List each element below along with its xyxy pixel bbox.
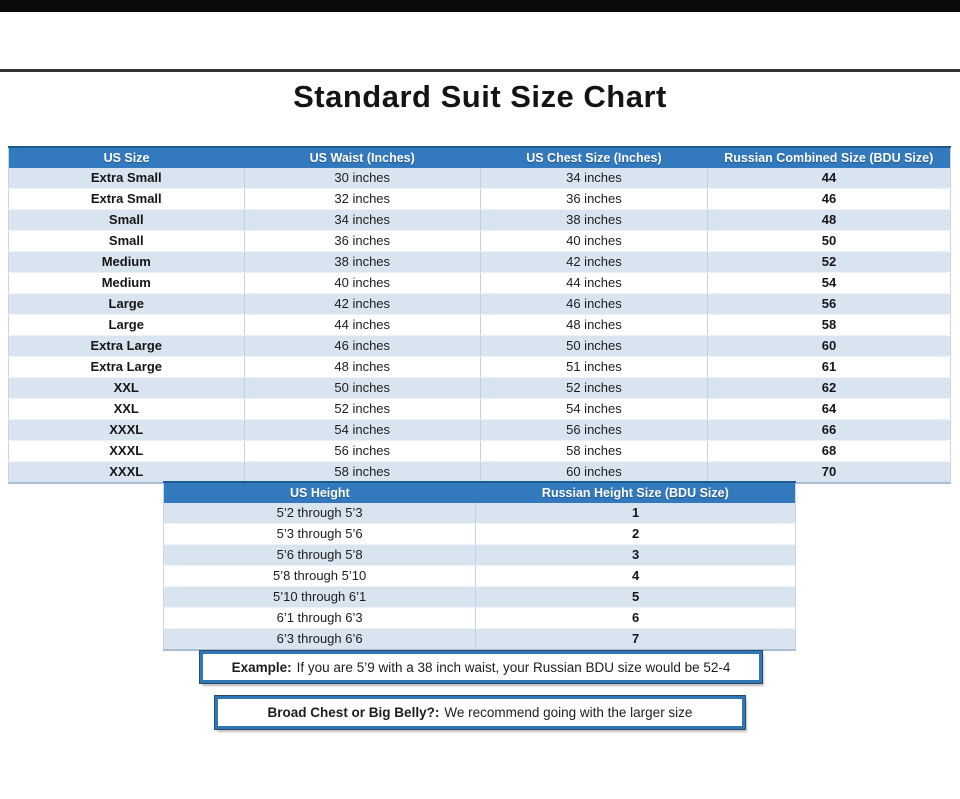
table-cell: 46 inches	[480, 294, 707, 315]
table-cell: Small	[9, 231, 245, 252]
table-cell: 48	[707, 210, 950, 231]
column-header: US Chest Size (Inches)	[480, 147, 707, 168]
table-cell: XXXL	[9, 441, 245, 462]
table-cell: 68	[707, 441, 950, 462]
table-cell: 38 inches	[480, 210, 707, 231]
column-header: Russian Height Size (BDU Size)	[476, 482, 796, 503]
table-cell: 52 inches	[480, 378, 707, 399]
table-row	[9, 231, 951, 252]
table-row	[9, 399, 951, 420]
table-cell: 4	[476, 566, 796, 587]
table-header-row	[164, 482, 796, 503]
table-cell: 54 inches	[480, 399, 707, 420]
table-cell: 5’3 through 5’6	[164, 524, 476, 545]
table-cell: XXL	[9, 399, 245, 420]
table-cell: 44 inches	[480, 273, 707, 294]
table-cell: 56 inches	[244, 441, 480, 462]
fit-advice-note-label: Broad Chest or Big Belly?:	[267, 705, 440, 720]
table-row	[9, 378, 951, 399]
table-cell: 36 inches	[480, 189, 707, 210]
height-size-table	[163, 481, 796, 651]
table-cell: Extra Large	[9, 336, 245, 357]
example-note-label: Example:	[231, 659, 292, 675]
table-cell: 52	[707, 252, 950, 273]
table-row	[164, 545, 796, 566]
table-cell: 58	[707, 315, 950, 336]
table-row	[9, 462, 951, 484]
table-cell: 54 inches	[244, 420, 480, 441]
table-cell: 58 inches	[244, 462, 480, 484]
column-header: US Height	[164, 482, 476, 503]
table-cell: 2	[476, 524, 796, 545]
table-cell: Medium	[9, 273, 245, 294]
table-cell: 5’10 through 6’1	[164, 587, 476, 608]
fit-advice-note-box	[215, 696, 745, 729]
table-cell: Medium	[9, 252, 245, 273]
table-row	[9, 294, 951, 315]
table-cell: 38 inches	[244, 252, 480, 273]
table-cell: 48 inches	[244, 357, 480, 378]
table-cell: 56	[707, 294, 950, 315]
table-cell: 50 inches	[244, 378, 480, 399]
table-cell: 50 inches	[480, 336, 707, 357]
table-cell: 40 inches	[244, 273, 480, 294]
example-note-box	[200, 651, 762, 683]
table-cell: 54	[707, 273, 950, 294]
table-row	[9, 210, 951, 231]
table-cell: 5’6 through 5’8	[164, 545, 476, 566]
table-cell: 70	[707, 462, 950, 484]
table-row	[9, 357, 951, 378]
table-cell: Large	[9, 294, 245, 315]
table-cell: 44 inches	[244, 315, 480, 336]
table-cell: 64	[707, 399, 950, 420]
table-row	[164, 524, 796, 545]
table-cell: 6’1 through 6’3	[164, 608, 476, 629]
table-cell: 30 inches	[244, 168, 480, 189]
table-cell: Extra Small	[9, 189, 245, 210]
table-row	[9, 168, 951, 189]
table-row	[9, 189, 951, 210]
table-cell: 46 inches	[244, 336, 480, 357]
header-divider-line	[0, 69, 960, 72]
table-cell: 34 inches	[244, 210, 480, 231]
table-row	[164, 503, 796, 524]
table-cell: 40 inches	[480, 231, 707, 252]
table-row	[9, 315, 951, 336]
table-cell: 5	[476, 587, 796, 608]
table-cell: 34 inches	[480, 168, 707, 189]
top-border-bar	[0, 0, 960, 12]
table-cell: 5’2 through 5’3	[164, 503, 476, 524]
table-row	[9, 420, 951, 441]
table-cell: 58 inches	[480, 441, 707, 462]
table-row	[164, 629, 796, 651]
table-cell: 42 inches	[480, 252, 707, 273]
table-cell: 51 inches	[480, 357, 707, 378]
table-row	[9, 273, 951, 294]
table-row	[9, 441, 951, 462]
table-cell: 56 inches	[480, 420, 707, 441]
table-cell: 6’3 through 6’6	[164, 629, 476, 651]
column-header: Russian Combined Size (BDU Size)	[707, 147, 950, 168]
column-header: US Size	[9, 147, 245, 168]
fit-advice-note-text: We recommend going with the larger size	[444, 705, 693, 720]
suit-size-table	[8, 146, 951, 484]
table-cell: 46	[707, 189, 950, 210]
example-note-text: If you are 5’9 with a 38 inch waist, your Russian BDU size would be 52-4	[296, 659, 731, 675]
table-row	[9, 336, 951, 357]
table-cell: 7	[476, 629, 796, 651]
table-cell: Large	[9, 315, 245, 336]
table-row	[164, 566, 796, 587]
table-cell: 44	[707, 168, 950, 189]
page-title: Standard Suit Size Chart	[293, 79, 667, 114]
table-row	[164, 608, 796, 629]
table-cell: 60 inches	[480, 462, 707, 484]
table-cell: 52 inches	[244, 399, 480, 420]
table-cell: Extra Large	[9, 357, 245, 378]
table-cell: 60	[707, 336, 950, 357]
table-row	[9, 252, 951, 273]
table-cell: 48 inches	[480, 315, 707, 336]
table-cell: Small	[9, 210, 245, 231]
table-cell: 61	[707, 357, 950, 378]
table-cell: 66	[707, 420, 950, 441]
table-header-row	[9, 147, 951, 168]
table-cell: 6	[476, 608, 796, 629]
table-cell: 62	[707, 378, 950, 399]
table-row	[164, 587, 796, 608]
table-cell: 5’8 through 5’10	[164, 566, 476, 587]
table-cell: XXL	[9, 378, 245, 399]
table-cell: 42 inches	[244, 294, 480, 315]
table-cell: XXXL	[9, 420, 245, 441]
table-cell: 1	[476, 503, 796, 524]
table-cell: Extra Small	[9, 168, 245, 189]
table-cell: 32 inches	[244, 189, 480, 210]
table-cell: 3	[476, 545, 796, 566]
table-cell: XXXL	[9, 462, 245, 484]
table-cell: 36 inches	[244, 231, 480, 252]
table-cell: 50	[707, 231, 950, 252]
column-header: US Waist (Inches)	[244, 147, 480, 168]
